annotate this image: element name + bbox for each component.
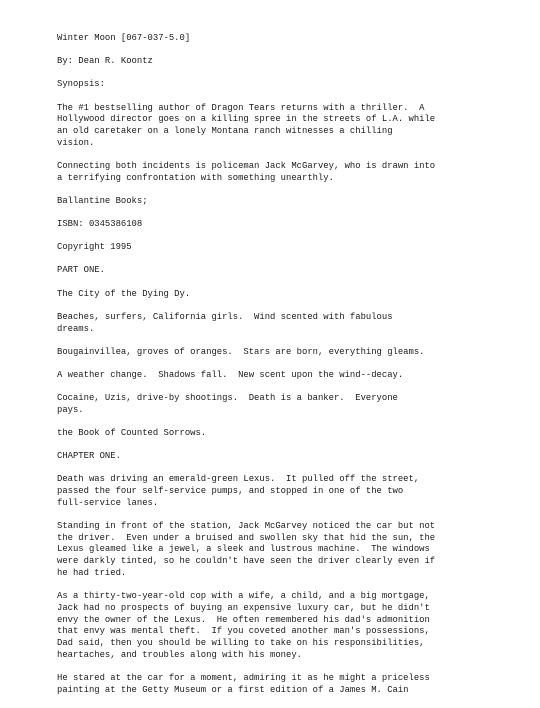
title-line: Winter Moon [067-037-5.0] bbox=[57, 33, 191, 43]
verse-line: Bougainvillea, groves of oranges. Stars are born, everything gleams. bbox=[57, 346, 425, 357]
verse-line: Cocaine, Uzis, drive-by shootings. Death is a banker. Everyone pays. bbox=[57, 393, 398, 415]
synopsis-label: Synopsis: bbox=[57, 79, 105, 90]
part-heading: PART ONE. bbox=[57, 265, 105, 276]
body-paragraph: Standing in front of the station, Jack McGarvey noticed the car but not the driver. Even under a bruised and swollen sky that hid the sun, the Lexus gleamed like a jewel, a sleek and lustrous machine. The windows were darkly tinted, so he couldn't have seen the driver clearly even if he had tried. bbox=[57, 521, 436, 578]
body-paragraph: He stared at the car for a moment, admiring it as he might a priceless painting at the Getty Museum or a first edition of a James M. Cain bbox=[57, 672, 430, 695]
chapter-heading: CHAPTER ONE. bbox=[57, 451, 121, 462]
synopsis-paragraph: The #1 bestselling author of Dragon Tears returns with a thriller. A Hollywood director goes on a killing spree in the streets of L.A. while an old caretaker on a lonely Montana ranch witnesses a chilling vision. bbox=[57, 102, 436, 148]
verse-line: A weather change. Shadows fall. New scent upon the wind--decay. bbox=[57, 369, 404, 380]
verse-line: Beaches, surfers, California girls. Wind scented with fabulous dreams. bbox=[57, 311, 393, 334]
publisher-line: Ballantine Books; bbox=[57, 195, 148, 206]
epigraph-source: the Book of Counted Sorrows. bbox=[57, 428, 207, 439]
body-paragraph: Death was driving an emerald-green Lexus. It pulled off the street, passed the four self-service pumps, and stopped in one of the two full-service lanes. bbox=[57, 474, 420, 508]
section-title: The City of the Dying Dy. bbox=[57, 288, 191, 299]
author-line: By: Dean R. Koontz bbox=[57, 56, 153, 67]
body-paragraph: As a thirty-two-year-old cop with a wife, a child, and a big mortgage, Jack had no prospects of buying an expensive luxury car, but he didn't envy the owner of the Lexus. He often remembered his dad's admonition that envy was mental theft. If you coveted another man's possessions, Dad said, then you should be willing to take on his responsibilities, heartaches, and troubles along with his money. bbox=[57, 591, 430, 660]
synopsis-paragraph: Connecting both incidents is policeman Jack McGarvey, who is drawn into a terrifying confrontation with something unearthly. bbox=[57, 160, 436, 183]
copyright-line: Copyright 1995 bbox=[57, 242, 132, 253]
isbn-line: ISBN: 0345386108 bbox=[57, 219, 143, 230]
document-body bbox=[57, 33, 517, 708]
